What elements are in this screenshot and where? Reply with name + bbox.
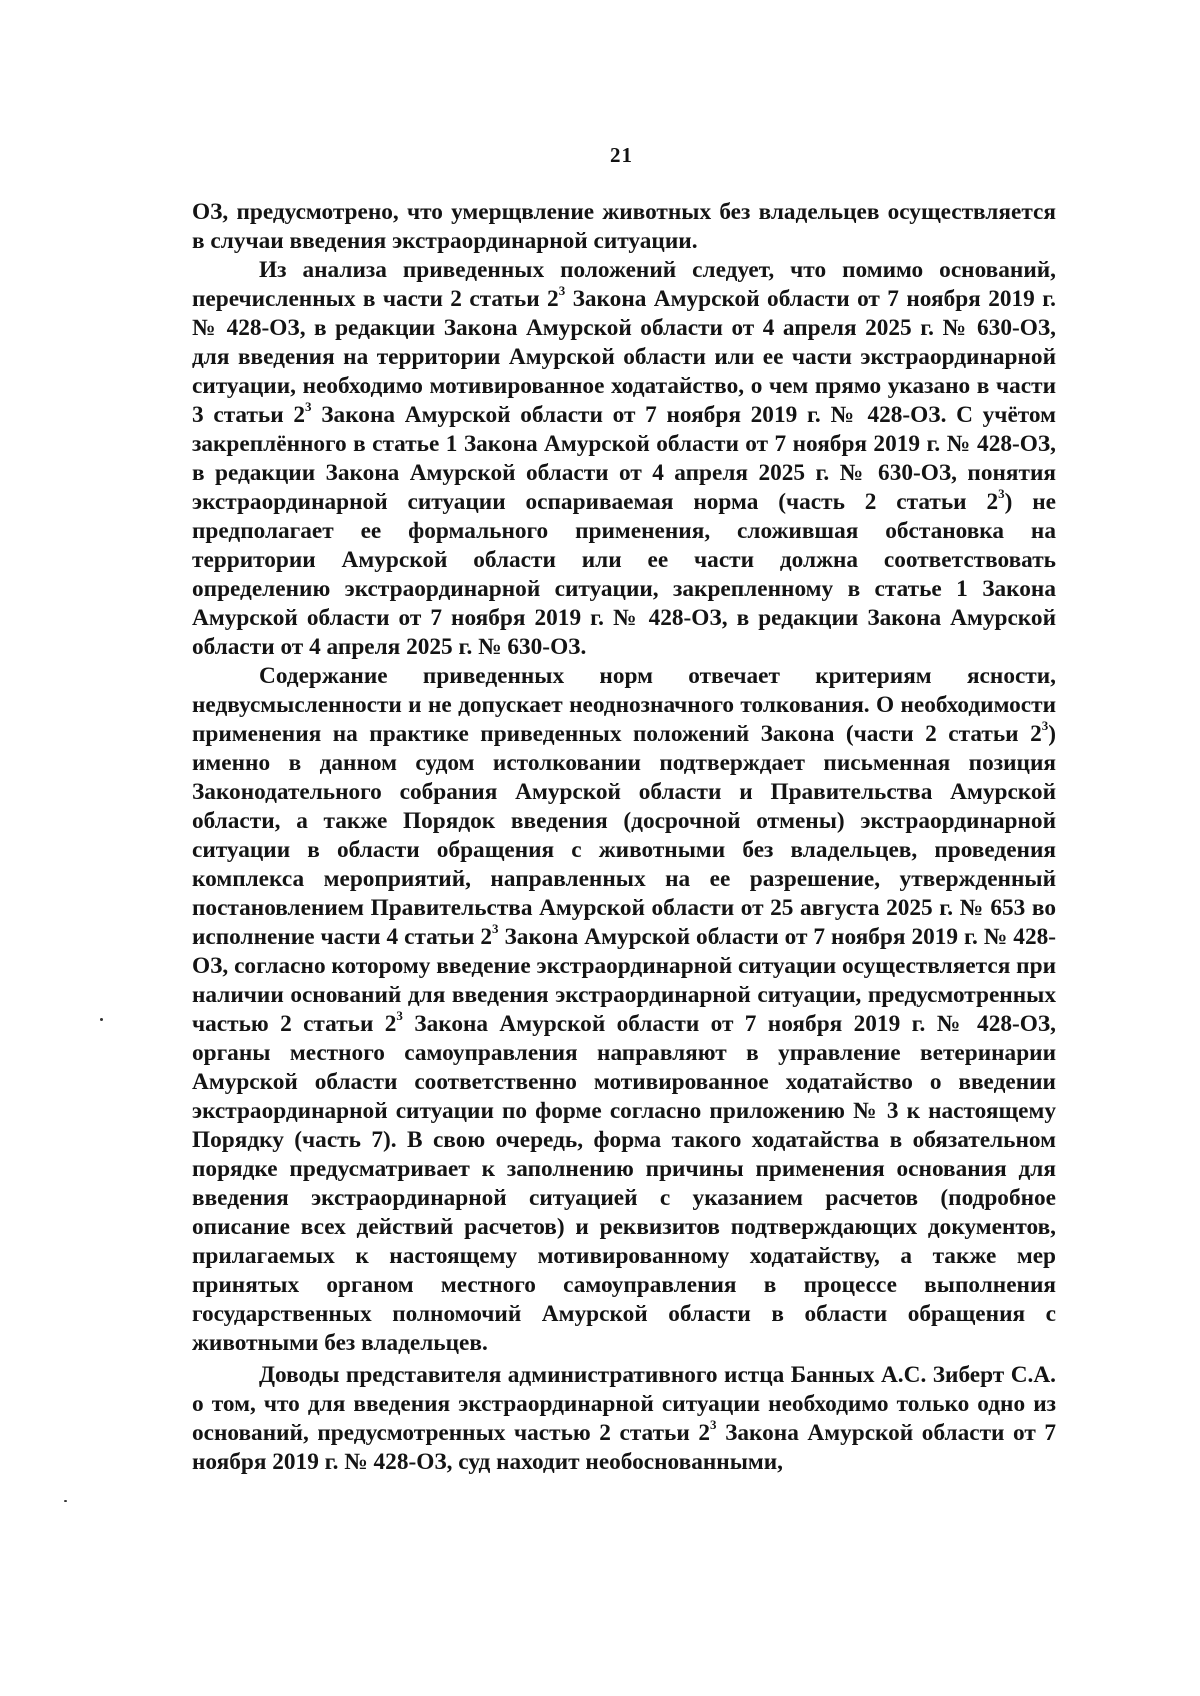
paragraph-text: Закона Амурской области от 7 ноября 2019 г. № 428-ОЗ, органы местного самоуправления направляют в управление ветеринарии Амурской области соответственно мотивированное ходатайство о введении экстраординарной ситуации по форме согласно приложению № 3 к настоящему Порядку (часть 7). В свою очередь, форма такого ходатайства в обязательном порядке предусматривает к заполнению причины применения основания для введения экстраординарной ситуацией с указанием расчетов (подробное описание всех действий расчетов) и реквизитов подтверждающих документов, прилагаемых к настоящему мотивированному ходатайству, а также мер принятых органом местного самоуправления в процессе выполнения государственных полномочий Амурской области в области обращения с животными без владельцев. [192,1011,1057,1356]
scan-speck [64,1500,67,1502]
paragraph-text: Доводы представителя административного истца Банных А.С. Зиберт С.А. о том, что для введения экстраординарной ситуации необходимо только одно из оснований, предусмотренных частью 2 статьи 2 [192,1362,1056,1446]
superscript: 3 [1041,718,1049,734]
document-body [192,198,1056,1477]
paragraph [192,662,1056,1358]
paragraph-text: Закона Амурской области от 7 ноября 2019 г. № 428-ОЗ, суд находит необоснованными, [192,1420,1056,1475]
paragraph-text: Закона Амурской области от 7 ноября 2019 г. № 428-ОЗ, согласно которому введение экстраординарной ситуации осуществляется при наличии оснований для введения экстраординарной ситуации, предусмотренных частью 2 статьи 2 [192,924,1056,1037]
paragraph [192,198,1056,256]
superscript: 3 [396,1008,403,1024]
superscript: 3 [305,399,312,415]
paragraph-text: Закона Амурской области от 7 ноября 2019 г. № 428-ОЗ, в редакции Закона Амурской области от 4 апреля 2025 г. № 630-ОЗ, для введения на территории Амурской области или ее части экстраординарной ситуации, необходимо мотивированное ходатайство, о чем прямо указано в части 3 статьи 2 [192,286,1056,428]
superscript: 3 [710,1417,717,1433]
page-number: 21 [610,143,633,167]
scan-speck [100,1018,103,1021]
paragraph-text: Закона Амурской области от 7 ноября 2019 г. № 428-ОЗ. С учётом закреплённого в статье 1 Закона Амурской области от 7 ноября 2019 г. № 428-ОЗ, в редакции Закона Амурской области от 4 апреля 2025 г. № 630-ОЗ, понятия экстраординарной ситуации оспариваемая норма (часть 2 статьи 2 [192,402,1056,515]
superscript: 3 [492,921,499,937]
superscript: 3 [558,283,566,299]
paragraph-text: Содержание приведенных норм отвечает критериям ясности, недвусмысленности и не допускает неоднозначного толкования. О необходимости применения на практике приведенных положений Закона (части 2 статьи 2 [192,663,1056,747]
paragraph-text: ОЗ, предусмотрено, что умерщвление животных без владельцев осуществляется в случаи введения экстраординарной ситуации. [192,199,1056,254]
superscript: 3 [998,486,1005,502]
paragraph [192,256,1056,662]
paragraph-text: ) не предполагает ее формального применения, сложившая обстановка на территории Амурской области или ее части должна соответствовать определению экстраординарной ситуации, закрепленному в статье 1 Закона Амурской области от 7 ноября 2019 г. № 428-ОЗ, в редакции Закона Амурской области от 4 апреля 2025 г. № 630-ОЗ. [192,489,1056,660]
paragraph [192,1361,1056,1477]
paragraph-text: ) именно в данном судом истолковании подтверждает письменная позиция Законодательного собрания Амурской области и Правительства Амурской области, а также Порядок введения (досрочной отмены) экстраординарной ситуации в области обращения с животными без владельцев, проведения комплекса мероприятий, направленных на ее разрешение, утвержденный постановлением Правительства Амурской области от 25 августа 2025 г. № 653 во исполнение части 4 статьи 2 [192,721,1056,950]
paragraph-text: Из анализа приведенных положений следует, что помимо оснований, перечисленных в части 2 статьи 2 [192,257,1056,312]
